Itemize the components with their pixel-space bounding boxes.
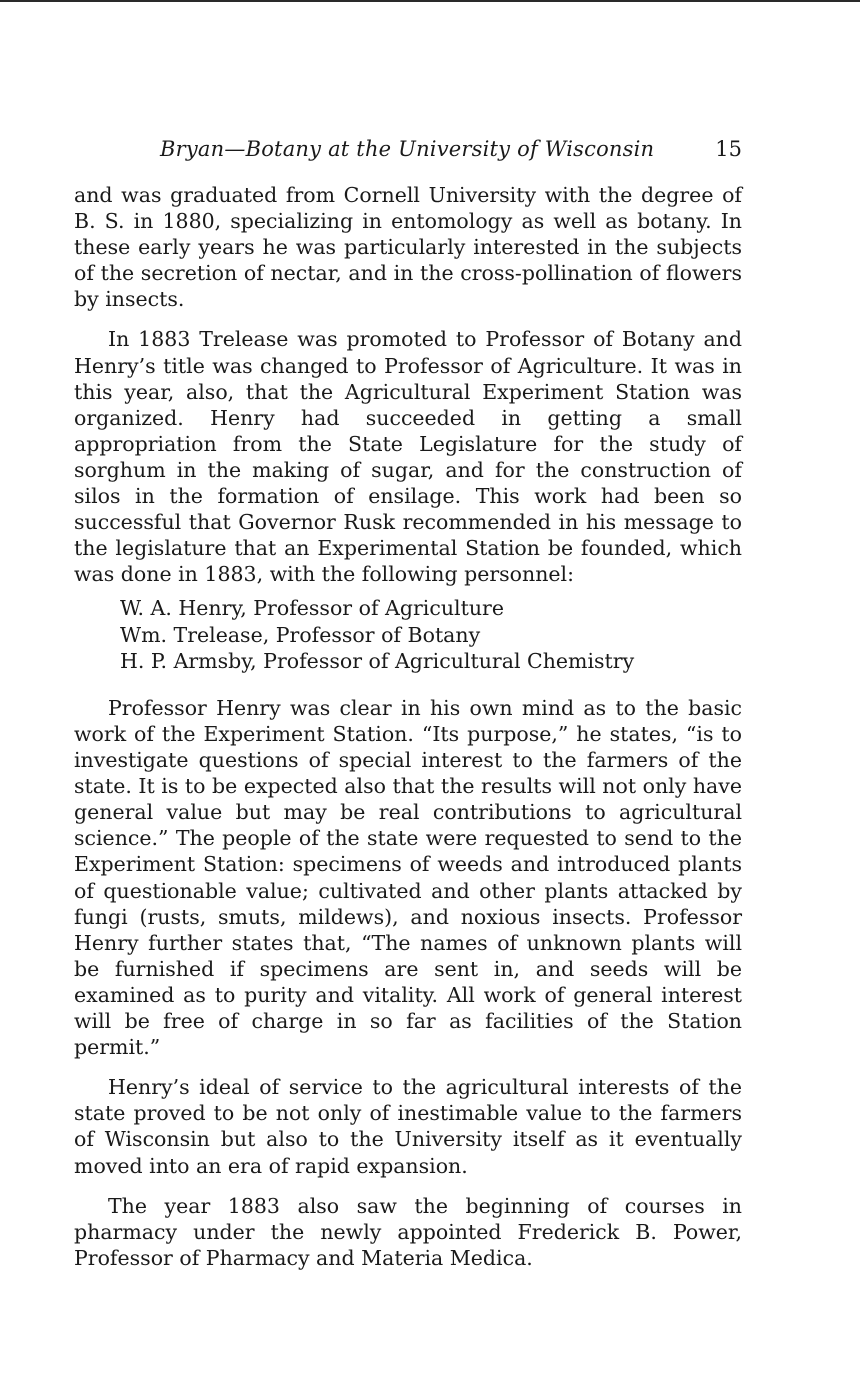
personnel-item: W. A. Henry, Professor of Agriculture (120, 596, 504, 621)
paragraph-continuation: and was graduated from Cornell University with the degree of B. S. in 1880, specializing in entomology as well as botany. In these early years he was particularly interested in the subjects of the secretion of nectar, and in the cross-pollination of flowers by insects. (74, 183, 742, 312)
personnel-item: H. P. Armsby, Professor of Agricultural Chemistry (120, 649, 635, 674)
personnel-item: Wm. Trelease, Professor of Botany (120, 622, 481, 647)
top-border-rule (0, 0, 860, 2)
paragraph-trelease-promotion: In 1883 Trelease was promoted to Professor of Botany and Henry’s title was changed to Professor of Agriculture. It was in this year, also, that the Agricultural Experiment Station was organized. Henry had succeeded in getting a small appropriation from the State Legislature for the study of sorghum in the making of sugar, and for the construction of silos in the formation of ensilage. This work had been so successful that Governor Rusk recommended in his message to the legislature that an Experimental Station be founded, which was done in 1883, with the following personnel: (74, 327, 742, 587)
personnel-list (120, 595, 742, 675)
paragraph-station-purpose: Professor Henry was clear in his own mind as to the basic work of the Experiment Station. “Its purpose,” he states, “is to investigate questions of special interest to the farmers of the state. It is to be expected also that the results will not only have general value but may be real contributions to agricultural science.” The people of the state were requested to send to the Experiment Station: specimens of weeds and introduced plants of questionable value; cultivated and other plants attacked by fungi (rusts, smuts, mildews), and noxious insects. Professor Henry further states that, “The names of unknown plants will be furnished if specimens are sent in, and seeds will be examined as to purity and vitality. All work of general interest will be free of charge in so far as facilities of the Station permit.” (74, 695, 742, 1060)
running-title: Bryan—Botany at the University of Wisconsin (160, 137, 655, 161)
paragraph-henry-ideal: Henry’s ideal of service to the agricultural interests of the state proved to be not only of inestimable value to the farmers of Wisconsin but also to the University itself as it eventually moved into an era of rapid expansion. (74, 1075, 742, 1178)
book-page (74, 134, 742, 1271)
body-text (74, 182, 742, 1271)
page-number: 15 (715, 137, 742, 161)
running-head (74, 134, 742, 164)
paragraph-pharmacy-courses: The year 1883 also saw the beginning of courses in pharmacy under the newly appointed Frederick B. Power, Professor of Pharmacy and Materia Medica. (74, 1193, 742, 1270)
